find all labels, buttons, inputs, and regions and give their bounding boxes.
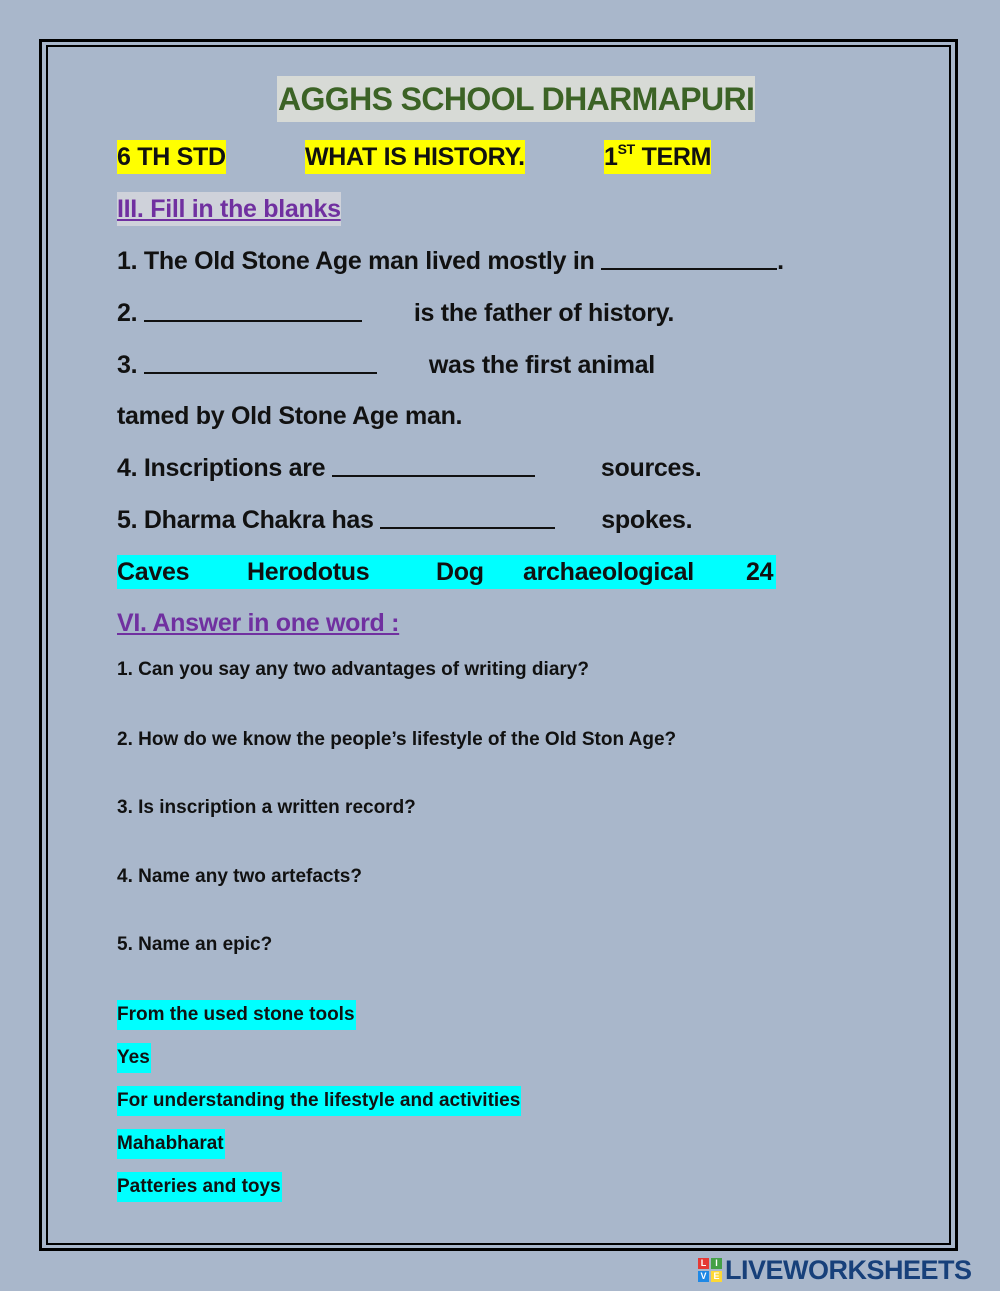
- lesson-title: WHAT IS HISTORY.: [305, 140, 525, 174]
- blank-question-4-end: sources.: [600, 454, 702, 482]
- answer-option-5[interactable]: Patteries and toys: [117, 1172, 282, 1202]
- blank-question-5: [117, 503, 692, 537]
- answer-option-2[interactable]: Yes: [117, 1043, 151, 1073]
- one-word-question-3: 3. Is inscription a written record?: [117, 797, 416, 818]
- answer-option-3[interactable]: For understanding the lifestyle and activities: [117, 1086, 521, 1116]
- blank-question-1: [117, 244, 784, 278]
- word-bank-item: Caves: [117, 558, 190, 586]
- one-word-question-1: 1. Can you say any two advantages of writing diary?: [117, 659, 589, 680]
- liveworksheets-logo: [698, 1256, 972, 1284]
- section-one-word-heading: VI. Answer in one word :: [117, 609, 400, 637]
- one-word-question-4: 4. Name any two artefacts?: [117, 866, 362, 887]
- liveworksheets-logo-text: LIVEWORKSHEETS: [725, 1254, 972, 1285]
- logo-block: L: [698, 1258, 709, 1269]
- blank-question-4: [117, 451, 701, 485]
- one-word-question-5: 5. Name an epic?: [117, 934, 273, 955]
- logo-block: E: [711, 1271, 722, 1282]
- blank-question-2-number: 2.: [117, 299, 138, 327]
- word-bank-item: Dog: [436, 558, 484, 586]
- logo-block: V: [698, 1271, 709, 1282]
- answer-blank-3[interactable]: [144, 348, 377, 374]
- section-fill-blanks-heading: III. Fill in the blanks: [117, 192, 341, 226]
- blank-question-5-end: spokes.: [601, 506, 693, 534]
- blank-question-4-text: 4. Inscriptions are: [117, 454, 326, 482]
- blank-question-5-text: 5. Dharma Chakra has: [117, 506, 374, 534]
- answer-blank-1[interactable]: [601, 244, 777, 270]
- standard-label: 6 TH STD: [117, 140, 226, 174]
- blank-question-3-continuation: tamed by Old Stone Age man.: [117, 402, 463, 430]
- blank-question-2: [117, 296, 674, 330]
- blank-question-1-end: .: [777, 247, 784, 275]
- word-bank-item: Herodotus: [247, 558, 370, 586]
- term-number: 1: [604, 143, 618, 171]
- word-bank: [117, 555, 776, 589]
- blank-question-3-text: was the first animal: [428, 351, 655, 379]
- blank-question-3: [117, 348, 655, 382]
- blank-question-3-number: 3.: [117, 351, 138, 379]
- one-word-question-2: 2. How do we know the people’s lifestyle of the Old Ston Age?: [117, 729, 677, 750]
- term-label: [604, 140, 711, 174]
- answer-blank-2[interactable]: [144, 296, 362, 322]
- answer-blank-4[interactable]: [332, 451, 535, 477]
- word-bank-item: archaeological: [523, 558, 694, 586]
- word-bank-item: 24: [746, 558, 774, 586]
- school-title: AGGHS SCHOOL DHARMAPURI: [277, 76, 755, 122]
- logo-block: I: [711, 1258, 722, 1269]
- liveworksheets-logo-icon: [698, 1258, 722, 1282]
- term-word: TERM: [641, 143, 712, 171]
- answer-option-1[interactable]: From the used stone tools: [117, 1000, 356, 1030]
- blank-question-1-text: 1. The Old Stone Age man lived mostly in: [117, 247, 595, 275]
- term-suffix: ST: [617, 141, 635, 157]
- answer-blank-5[interactable]: [380, 503, 555, 529]
- answer-option-4[interactable]: Mahabharat: [117, 1129, 225, 1159]
- blank-question-2-text: is the father of history.: [413, 299, 675, 327]
